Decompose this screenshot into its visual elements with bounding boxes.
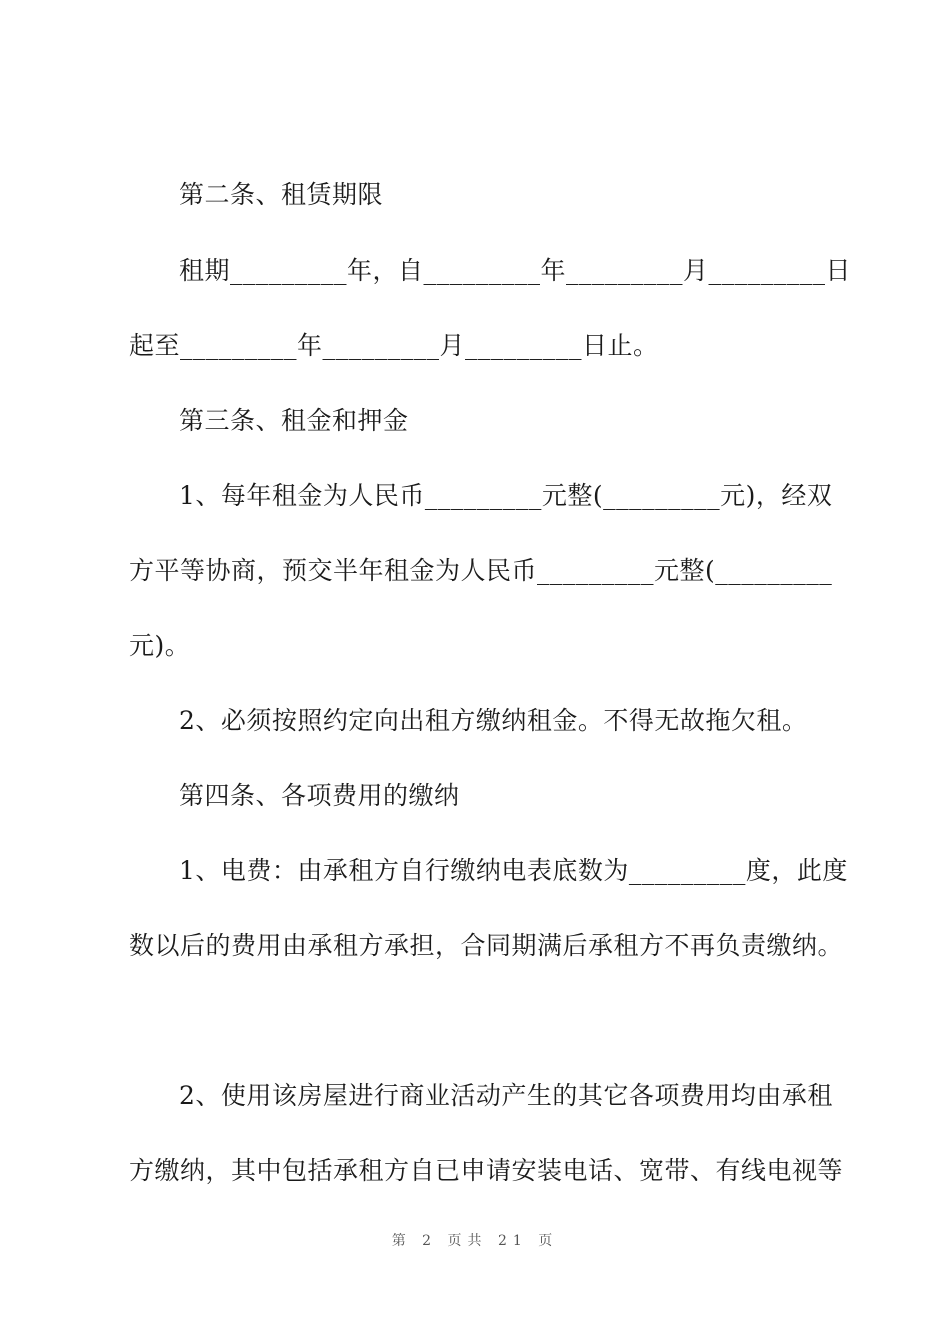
fee-clause-2-line-1: 2、使用该房屋进行商业活动产生的其它各项费用均由承租 [179, 1081, 833, 1110]
article-2-heading: 第二条、租赁期限 [179, 180, 384, 209]
fee-clause-1-line-1: 1、电费：由承租方自行缴纳电表底数为_________度，此度 [179, 856, 848, 885]
article-4-heading: 第四条、各项费用的缴纳 [179, 781, 460, 810]
lease-term-line-2: 起至_________年_________月_________日止。 [129, 331, 659, 360]
rent-clause-1-line-1: 1、每年租金为人民币_________元整(_________元)，经双 [179, 481, 833, 510]
rent-clause-1-line-2: 方平等协商，预交半年租金为人民币_________元整(_________ [129, 556, 833, 585]
rent-clause-2: 2、必须按照约定向出租方缴纳租金。不得无故拖欠租。 [179, 706, 808, 735]
page-number-footer: 第 2 页共 21 页 [391, 1233, 559, 1249]
rent-clause-1-line-3: 元)。 [129, 631, 191, 660]
lease-term-line-1: 租期_________年，自_________年_________月_________日 [179, 256, 852, 285]
fee-clause-1-line-2: 数以后的费用由承租方承担，合同期满后承租方不再负责缴纳。 [129, 931, 844, 960]
article-3-heading: 第三条、租金和押金 [179, 406, 409, 435]
fee-clause-2-line-2: 方缴纳，其中包括承租方自已申请安装电话、宽带、有线电视等 [129, 1156, 844, 1185]
